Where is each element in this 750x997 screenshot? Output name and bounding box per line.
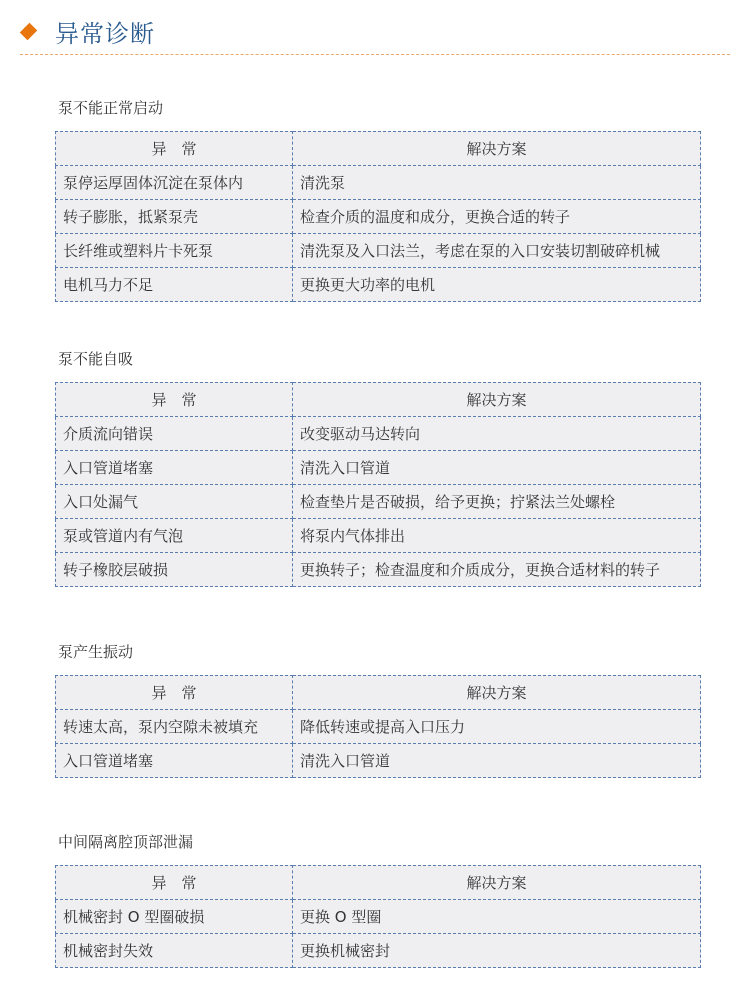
diamond-bullet-icon (20, 22, 38, 40)
anomaly-cell: 长纤维或塑料片卡死泵 (56, 234, 293, 268)
table-header-row (56, 383, 701, 417)
section-pump-vibration (55, 641, 701, 770)
solution-cell: 改变驱动马达转向 (293, 417, 701, 451)
table-header-row (56, 866, 701, 900)
column-header-anomaly: 异 常 (56, 866, 293, 900)
column-header-solution: 解决方案 (293, 866, 701, 900)
anomaly-cell: 机械密封失效 (56, 934, 293, 968)
table-row (56, 268, 701, 302)
anomaly-cell: 转速太高，泵内空隙未被填充 (56, 710, 293, 744)
table-row (56, 744, 701, 778)
table-row (56, 417, 701, 451)
table-row (56, 485, 701, 519)
section-title: 中间隔离腔顶部泄漏 (58, 833, 194, 851)
column-header-solution: 解决方案 (293, 676, 701, 710)
table-row (56, 234, 701, 268)
solution-cell: 清洗泵 (293, 166, 701, 200)
section-title: 泵不能自吸 (58, 350, 134, 368)
table-row (56, 451, 701, 485)
solution-cell: 更换转子；检查温度和介质成分，更换合适材料的转子 (293, 553, 701, 587)
solution-cell: 更换 O 型圈 (293, 900, 701, 934)
anomaly-cell: 转子膨胀，抵紧泵壳 (56, 200, 293, 234)
section-isolation-chamber-leak (55, 831, 701, 960)
solution-cell: 清洗入口管道 (293, 451, 701, 485)
table-row (56, 934, 701, 968)
solution-cell: 清洗泵及入口法兰，考虑在泵的入口安装切割破碎机械 (293, 234, 701, 268)
diagnosis-table (55, 865, 701, 968)
solution-cell: 检查垫片是否破损，给予更换；拧紧法兰处螺栓 (293, 485, 701, 519)
anomaly-cell: 转子橡胶层破损 (56, 553, 293, 587)
column-header-anomaly: 异 常 (56, 383, 293, 417)
column-header-anomaly: 异 常 (56, 676, 293, 710)
table-row (56, 200, 701, 234)
table-row (56, 900, 701, 934)
solution-cell: 将泵内气体排出 (293, 519, 701, 553)
solution-cell: 更换机械密封 (293, 934, 701, 968)
section-pump-not-starting (55, 97, 701, 294)
table-row (56, 710, 701, 744)
page-header (18, 12, 155, 50)
section-title: 泵不能正常启动 (58, 99, 164, 117)
solution-cell: 清洗入口管道 (293, 744, 701, 778)
solution-cell: 降低转速或提高入口压力 (293, 710, 701, 744)
diagnosis-table (55, 675, 701, 778)
diagnosis-table (55, 382, 701, 587)
diagnosis-table (55, 131, 701, 302)
solution-cell: 更换更大功率的电机 (293, 268, 701, 302)
anomaly-cell: 入口管道堵塞 (56, 744, 293, 778)
anomaly-cell: 入口处漏气 (56, 485, 293, 519)
solution-cell: 检查介质的温度和成分，更换合适的转子 (293, 200, 701, 234)
anomaly-cell: 介质流向错误 (56, 417, 293, 451)
section-pump-not-self-priming (55, 348, 701, 579)
anomaly-cell: 泵或管道内有气泡 (56, 519, 293, 553)
column-header-solution: 解决方案 (293, 132, 701, 166)
column-header-solution: 解决方案 (293, 383, 701, 417)
anomaly-cell: 泵停运厚固体沉淀在泵体内 (56, 166, 293, 200)
section-title: 泵产生振动 (58, 643, 134, 661)
table-row (56, 519, 701, 553)
column-header-anomaly: 异 常 (56, 132, 293, 166)
anomaly-cell: 机械密封 O 型圈破损 (56, 900, 293, 934)
anomaly-cell: 入口管道堵塞 (56, 451, 293, 485)
header-divider (20, 54, 730, 55)
anomaly-cell: 电机马力不足 (56, 268, 293, 302)
table-row (56, 166, 701, 200)
page-title: 异常诊断 (55, 19, 155, 48)
table-header-row (56, 132, 701, 166)
table-row (56, 553, 701, 587)
table-header-row (56, 676, 701, 710)
